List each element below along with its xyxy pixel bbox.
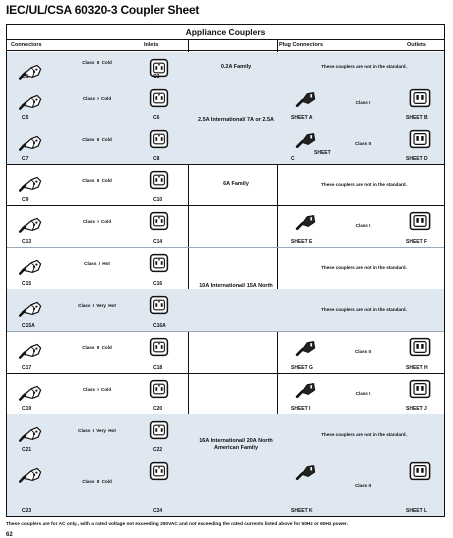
outlet-icon [407,209,433,233]
plug-connector-icon [295,460,317,482]
plug-connector-label: SHEET E [291,239,313,245]
plug-connector-sheet-label: SHEET [314,150,331,156]
not-in-standard-note: These couplers are not in the standard. [321,265,407,270]
connector-icon [19,378,43,402]
connector-class: Class I Cold [82,386,112,392]
connector-class: Class I Very Hot [78,427,116,433]
connector-class: Class II Cold [82,345,112,350]
connector-label: C21 [22,447,32,453]
connector-label: C7 [22,156,29,162]
connector-icon [19,252,43,276]
connector-icon [19,294,43,318]
inlet-icon [147,86,171,110]
connector-class: Class I Hot [84,261,110,266]
table-header: Appliance Couplers [7,25,444,40]
inlet-label: C22 [153,447,163,453]
outlet-label: SHEET B [406,115,428,121]
connector-label: C19 [22,406,32,412]
inlet-label: C6 [153,115,160,121]
connector-label: C23 [22,508,32,514]
outlet-label: SHEET H [406,365,428,371]
plug-connector-icon [295,378,317,400]
inlet-label: C14 [153,239,163,245]
col-header-plug-connectors: Plug Connectors [279,42,324,48]
outlet-label: SHEET F [406,239,428,245]
outlet-icon [407,86,433,110]
connector-icon [19,336,43,360]
inlet-icon [147,168,171,192]
connector-class: Class II Cold [82,60,112,65]
connector-label: C17 [22,365,32,371]
plug-connector-label: SHEET I [291,406,311,412]
connector-class: Class I Cold [82,219,112,224]
outlet-label: SHEET J [406,406,427,412]
plug-connector-class: Class II [354,349,372,354]
family-label: 2.5A International/ 7A or 2.5A [197,116,274,123]
inlet-label: C16 [153,281,163,287]
inlet-icon [147,251,171,275]
plug-connector-icon [295,336,317,358]
plug-connector-icon [295,87,317,109]
inlet-icon [147,377,171,401]
outlet-label: SHEET L [406,508,428,514]
plug-connector-class: Class II [354,482,372,488]
family-label: 6A Family [223,181,249,187]
connector-icon [19,210,43,234]
plug-connector-class: Class II [354,140,372,146]
connector-label: C15 [22,281,32,287]
inlet-label: C16A [153,323,166,329]
plug-connector-class: Class I [355,390,371,396]
plug-connector-label: SHEET K [291,508,313,514]
family-label: 16A International/ 20A North American Family [199,438,273,451]
inlet-label: C10 [153,197,163,203]
row-divider [7,164,444,165]
inlet-icon [147,335,171,359]
not-in-standard-note: These couplers are not in the standard. [321,64,407,69]
inlet-label: C18 [153,365,163,371]
col-header-connectors: Connectors [11,42,42,48]
connector-icon [19,128,43,152]
connector-label: C13 [22,239,32,245]
connector-class: Class I Very Hot [78,303,116,308]
plug-connector-class: Class I [355,99,371,105]
col-header-outlets: Outlets [407,42,426,48]
page-number: 62 [6,532,13,538]
outlet-icon [407,335,433,359]
row-divider [7,247,444,248]
not-in-standard-note: These couplers are not in the standard. [321,307,407,312]
connector-label: C5 [22,115,29,121]
header-divider [7,50,444,51]
outlet-icon [407,127,433,151]
outlet-icon [407,377,433,401]
inlet-label: C24 [153,508,163,514]
connector-class: Class II Cold [82,177,112,183]
connector-class: Class II Cold [82,136,112,142]
not-in-standard-note: These couplers are not in the standard. [321,181,407,187]
family-label: 0.2A Family [220,63,252,70]
plug-connector-label: C [291,156,295,162]
row-divider [7,373,444,374]
footer-note: These couplers are for AC only., with a rated voltage not exceeding 250VAC and not exceeding the rated currents listed above for 50Hz or 60Hz power. [6,522,348,527]
col-header-inlets: Inlets [144,42,159,48]
connector-icon [19,460,43,484]
page-title: IEC/UL/CSA 60320-3 Coupler Sheet [6,3,200,17]
connector-label: C1 [22,74,29,80]
connector-icon [19,419,43,443]
row-divider [7,331,444,332]
not-in-standard-note: These couplers are not in the standard. [321,431,407,437]
family-label: 10A International/ 15A North [199,282,273,289]
coupler-table [6,24,445,517]
connector-icon [19,169,43,193]
inlet-icon [147,209,171,233]
inlet-icon [147,459,171,483]
plug-connector-class: Class I [355,223,371,228]
outlet-icon [407,459,433,483]
plug-connector-label: SHEET G [291,365,313,371]
plug-connector-icon [295,210,317,232]
connector-icon [19,87,43,111]
plug-connector-icon [295,128,317,150]
inlet-label: C2 [153,74,160,80]
inlet-icon [147,293,171,317]
row-divider [7,205,444,206]
inlet-label: C8 [153,156,160,162]
inlet-label: C20 [153,406,163,412]
inlet-icon [147,127,171,151]
connector-class: Class I Cold [82,95,112,101]
plug-connector-label: SHEET A [291,115,313,121]
inlet-icon [147,418,171,442]
connector-label: C9 [22,197,29,203]
connector-label: C15A [22,323,35,329]
connector-class: Class II Cold [82,478,112,484]
outlet-label: SHEET D [406,156,428,162]
